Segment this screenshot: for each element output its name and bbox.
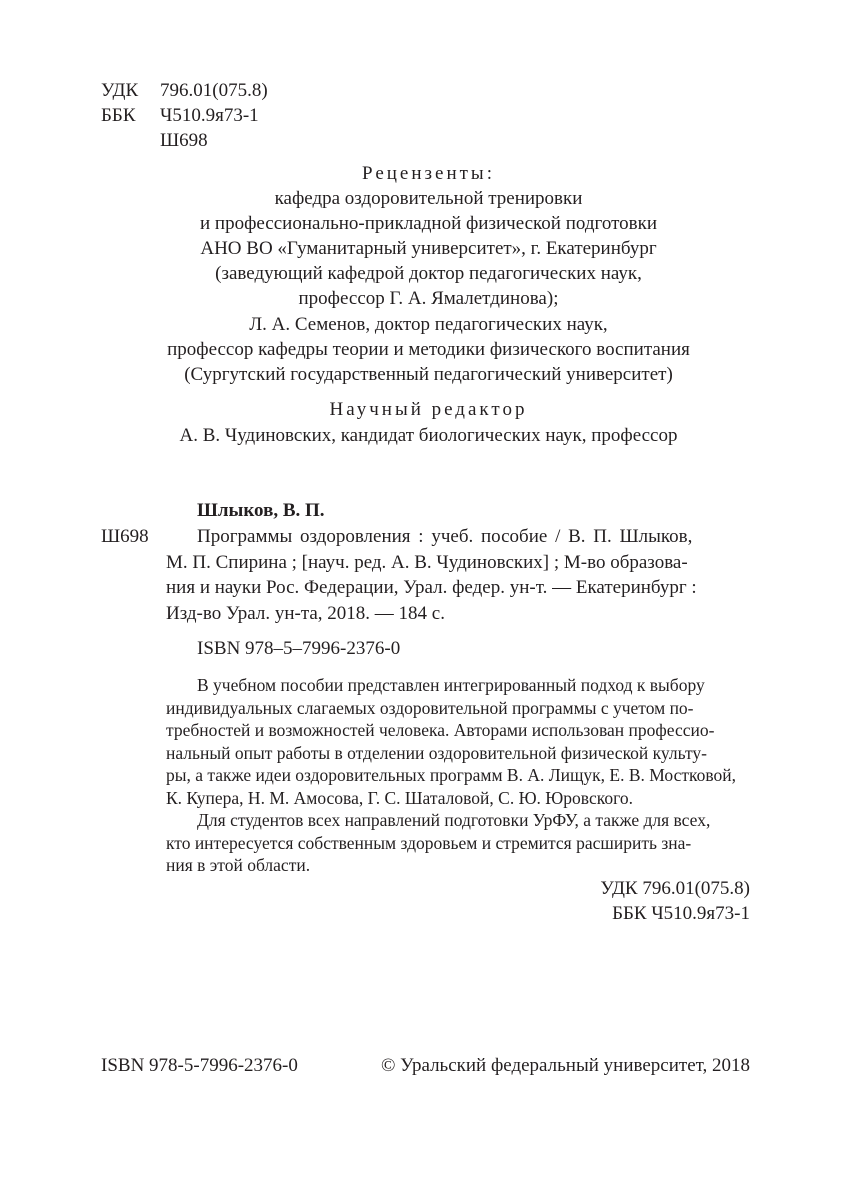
- annotation-line: В учебном пособии представлен интегрированный подход к выбору: [197, 675, 705, 695]
- catalog-line: Программы оздоровления : учеб. пособие / В. П. Шлыков,: [197, 526, 693, 547]
- annotation-line: требностей и возможностей человека. Авторами использован профессио-: [166, 720, 715, 740]
- reviewer-line: профессор Г. А. Ямалетдинова);: [298, 288, 559, 309]
- reviewer-line: (заведующий кафедрой доктор педагогических наук,: [215, 263, 642, 284]
- reviewer-line: профессор кафедры теории и методики физического воспитания: [167, 339, 690, 360]
- reviewer-line: и профессионально-прикладной физической подготовки: [200, 213, 657, 234]
- editor-line: А. В. Чудиновских, кандидат биологических наук, профессор: [179, 425, 678, 446]
- annotation-line: К. Купера, Н. М. Амосова, Г. С. Шаталовой, С. Ю. Юровского.: [166, 788, 633, 808]
- catalog-sign: Ш698: [101, 526, 149, 547]
- annotation-bbk: ББК Ч510.9я73-1: [612, 903, 750, 924]
- annotation-line: нальный опыт работы в отделении оздоровительной физической культу-: [166, 743, 707, 763]
- catalog-isbn: ISBN 978–5–7996-2376-0: [197, 638, 401, 659]
- bbk-label: ББК: [101, 105, 136, 126]
- annotation-line: кто интересуется собственным здоровьем и стремится расширить зна-: [166, 833, 692, 853]
- catalog-author: Шлыков, В. П.: [197, 500, 325, 521]
- bbk-value: Ч510.9я73-1: [160, 105, 259, 126]
- reviewer-line: Л. А. Семенов, доктор педагогических наук,: [249, 314, 608, 335]
- reviewer-line: (Сургутский государственный педагогический университет): [184, 364, 673, 385]
- reviewer-line: АНО ВО «Гуманитарный университет», г. Екатеринбург: [200, 238, 657, 259]
- footer-isbn: ISBN 978-5-7996-2376-0: [101, 1055, 298, 1076]
- annotation-line: ры, а также идеи оздоровительных программ В. А. Лищук, Е. В. Мостковой,: [166, 765, 737, 785]
- author-sign: Ш698: [160, 130, 208, 151]
- reviewer-line: кафедра оздоровительной тренировки: [274, 188, 583, 209]
- annotation-udk: УДК 796.01(075.8): [600, 878, 750, 899]
- catalog-line: М. П. Спирина ; [науч. ред. А. В. Чудиновских] ; М-во образова-: [166, 552, 688, 573]
- reviewers-heading: Рецензенты:: [362, 163, 495, 184]
- annotation-line: ния в этой области.: [166, 855, 311, 875]
- catalog-line: ния и науки Рос. Федерации, Урал. федер. ун-т. — Екатеринбург :: [166, 577, 697, 598]
- udk-label: УДК: [101, 80, 139, 101]
- annotation-line: индивидуальных слагаемых оздоровительной программы с учетом по-: [166, 698, 694, 718]
- annotation-line: Для студентов всех направлений подготовки УрФУ, а также для всех,: [197, 810, 711, 830]
- editor-heading: Научный редактор: [329, 399, 528, 420]
- udk-value: 796.01(075.8): [160, 80, 268, 101]
- footer-copyright: © Уральский федеральный университет, 2018: [381, 1055, 750, 1076]
- catalog-line: Изд-во Урал. ун-та, 2018. — 184 с.: [166, 603, 445, 624]
